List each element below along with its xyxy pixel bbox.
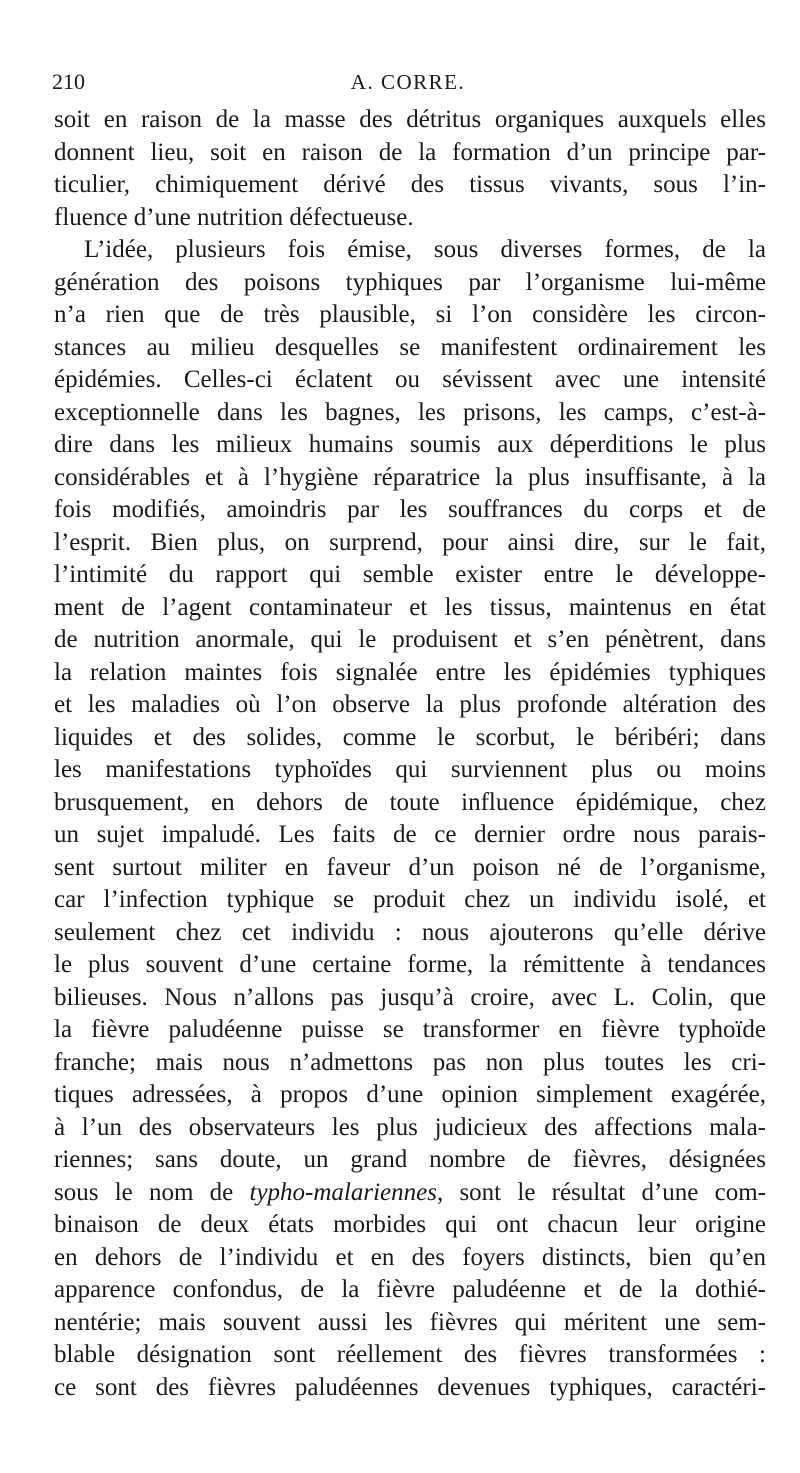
text-line: et les maladies où l’on observe la plus profonde altération des xyxy=(54,691,766,718)
text-line: donnent lieu, soit en raison de la formation d’un principe par- xyxy=(54,138,766,166)
page-number: 210 xyxy=(52,69,85,94)
text-fragment: , sont le résultat d’une com- xyxy=(436,1178,766,1206)
text-line: à l’un des observateurs les plus judicieux des affections mala- xyxy=(54,1113,766,1141)
text-line: génération des poisons typhiques par l’organisme lui-même xyxy=(54,268,766,296)
text-line: ce sont des fièvres paludéennes devenues typhiques, caractéri- xyxy=(54,1373,766,1401)
text-line: exceptionnelle dans les bagnes, les prisons, les camps, c’est-à- xyxy=(54,398,766,426)
text-line: nentérie; mais souvent aussi les fièvres qui méritent une sem- xyxy=(54,1308,766,1336)
text-line: le plus souvent d’une certaine forme, la rémittente à tendances xyxy=(54,951,766,978)
text-line: en dehors de l’individu et en des foyers distincts, bien qu’en xyxy=(54,1243,766,1271)
text-line: la fièvre paludéenne puisse se transformer en fièvre typhoïde xyxy=(54,1016,766,1043)
text-line: soit en raison de la masse des détritus organiques auxquels elles xyxy=(54,106,766,133)
text-line: brusquement, en dehors de toute influence épidémique, chez xyxy=(54,788,766,816)
text-line: franche; mais nous n’admettons pas non plus toutes les cri- xyxy=(54,1048,766,1076)
text-line: L’idée, plusieurs fois émise, sous diverses formes, de la xyxy=(84,236,766,263)
text-line: binaison de deux états morbides qui ont chacun leur origine xyxy=(54,1211,766,1238)
text-line: l’esprit. Bien plus, on surprend, pour ainsi dire, sur le fait, xyxy=(54,528,766,556)
italic-term: typho-malariennes xyxy=(249,1178,437,1206)
text-line: de nutrition anormale, qui le produisent et s’en pénètrent, dans xyxy=(54,626,766,653)
text-line xyxy=(54,1177,766,1210)
text-line: n’a rien que de très plausible, si l’on considère les circon- xyxy=(54,301,766,328)
text-line: fluence d’une nutrition défectueuse. xyxy=(54,203,414,231)
text-line: épidémies. Celles-ci éclatent ou sévissent avec une intensité xyxy=(54,366,766,393)
text-line: bilieuses. Nous n’allons pas jusqu’à croire, avec L. Colin, que xyxy=(54,983,766,1011)
text-line: considérables et à l’hygiène réparatrice la plus insuffisante, à la xyxy=(54,463,766,491)
text-line: les manifestations typhoïdes qui surviennent plus ou moins xyxy=(54,756,766,783)
text-line: l’intimité du rapport qui semble exister entre le développe- xyxy=(54,561,766,588)
text-line: un sujet impaludé. Les faits de ce dernier ordre nous parais- xyxy=(54,821,766,848)
text-line: blable désignation sont réellement des fièvres transformées : xyxy=(54,1341,766,1368)
text-line: riennes; sans doute, un grand nombre de fièvres, désignées xyxy=(54,1146,766,1173)
text-line: la relation maintes fois signalée entre les épidémies typhiques xyxy=(54,658,766,686)
text-line: sent surtout militer en faveur d’un poison né de l’organisme, xyxy=(54,853,766,881)
text-line: liquides et des solides, comme le scorbut, le béribéri; dans xyxy=(54,723,766,751)
text-line: tiques adressées, à propos d’une opinion simplement exagérée, xyxy=(54,1081,766,1108)
body-text xyxy=(54,104,766,1404)
text-line: ticulier, chimiquement dérivé des tissus vivants, sous l’in- xyxy=(54,171,766,198)
text-line: apparence confondus, de la fièvre paludéenne et de la dothié- xyxy=(54,1276,766,1303)
text-line: seulement chez cet individu : nous ajouterons qu’elle dérive xyxy=(54,918,766,946)
text-line: fois modifiés, amoindris par les souffrances du corps et de xyxy=(54,496,766,523)
text-line: stances au milieu desquelles se manifestent ordinairement les xyxy=(54,333,766,361)
text-line: dire dans les milieux humains soumis aux déperditions le plus xyxy=(54,431,766,458)
text-line: car l’infection typhique se produit chez un individu isolé, et xyxy=(54,886,766,913)
text-line: ment de l’agent contaminateur et les tissus, maintenus en état xyxy=(54,593,766,621)
running-head: A. CORRE. xyxy=(350,70,466,94)
page-header xyxy=(52,70,764,94)
text-fragment: sous le nom de xyxy=(54,1178,250,1206)
